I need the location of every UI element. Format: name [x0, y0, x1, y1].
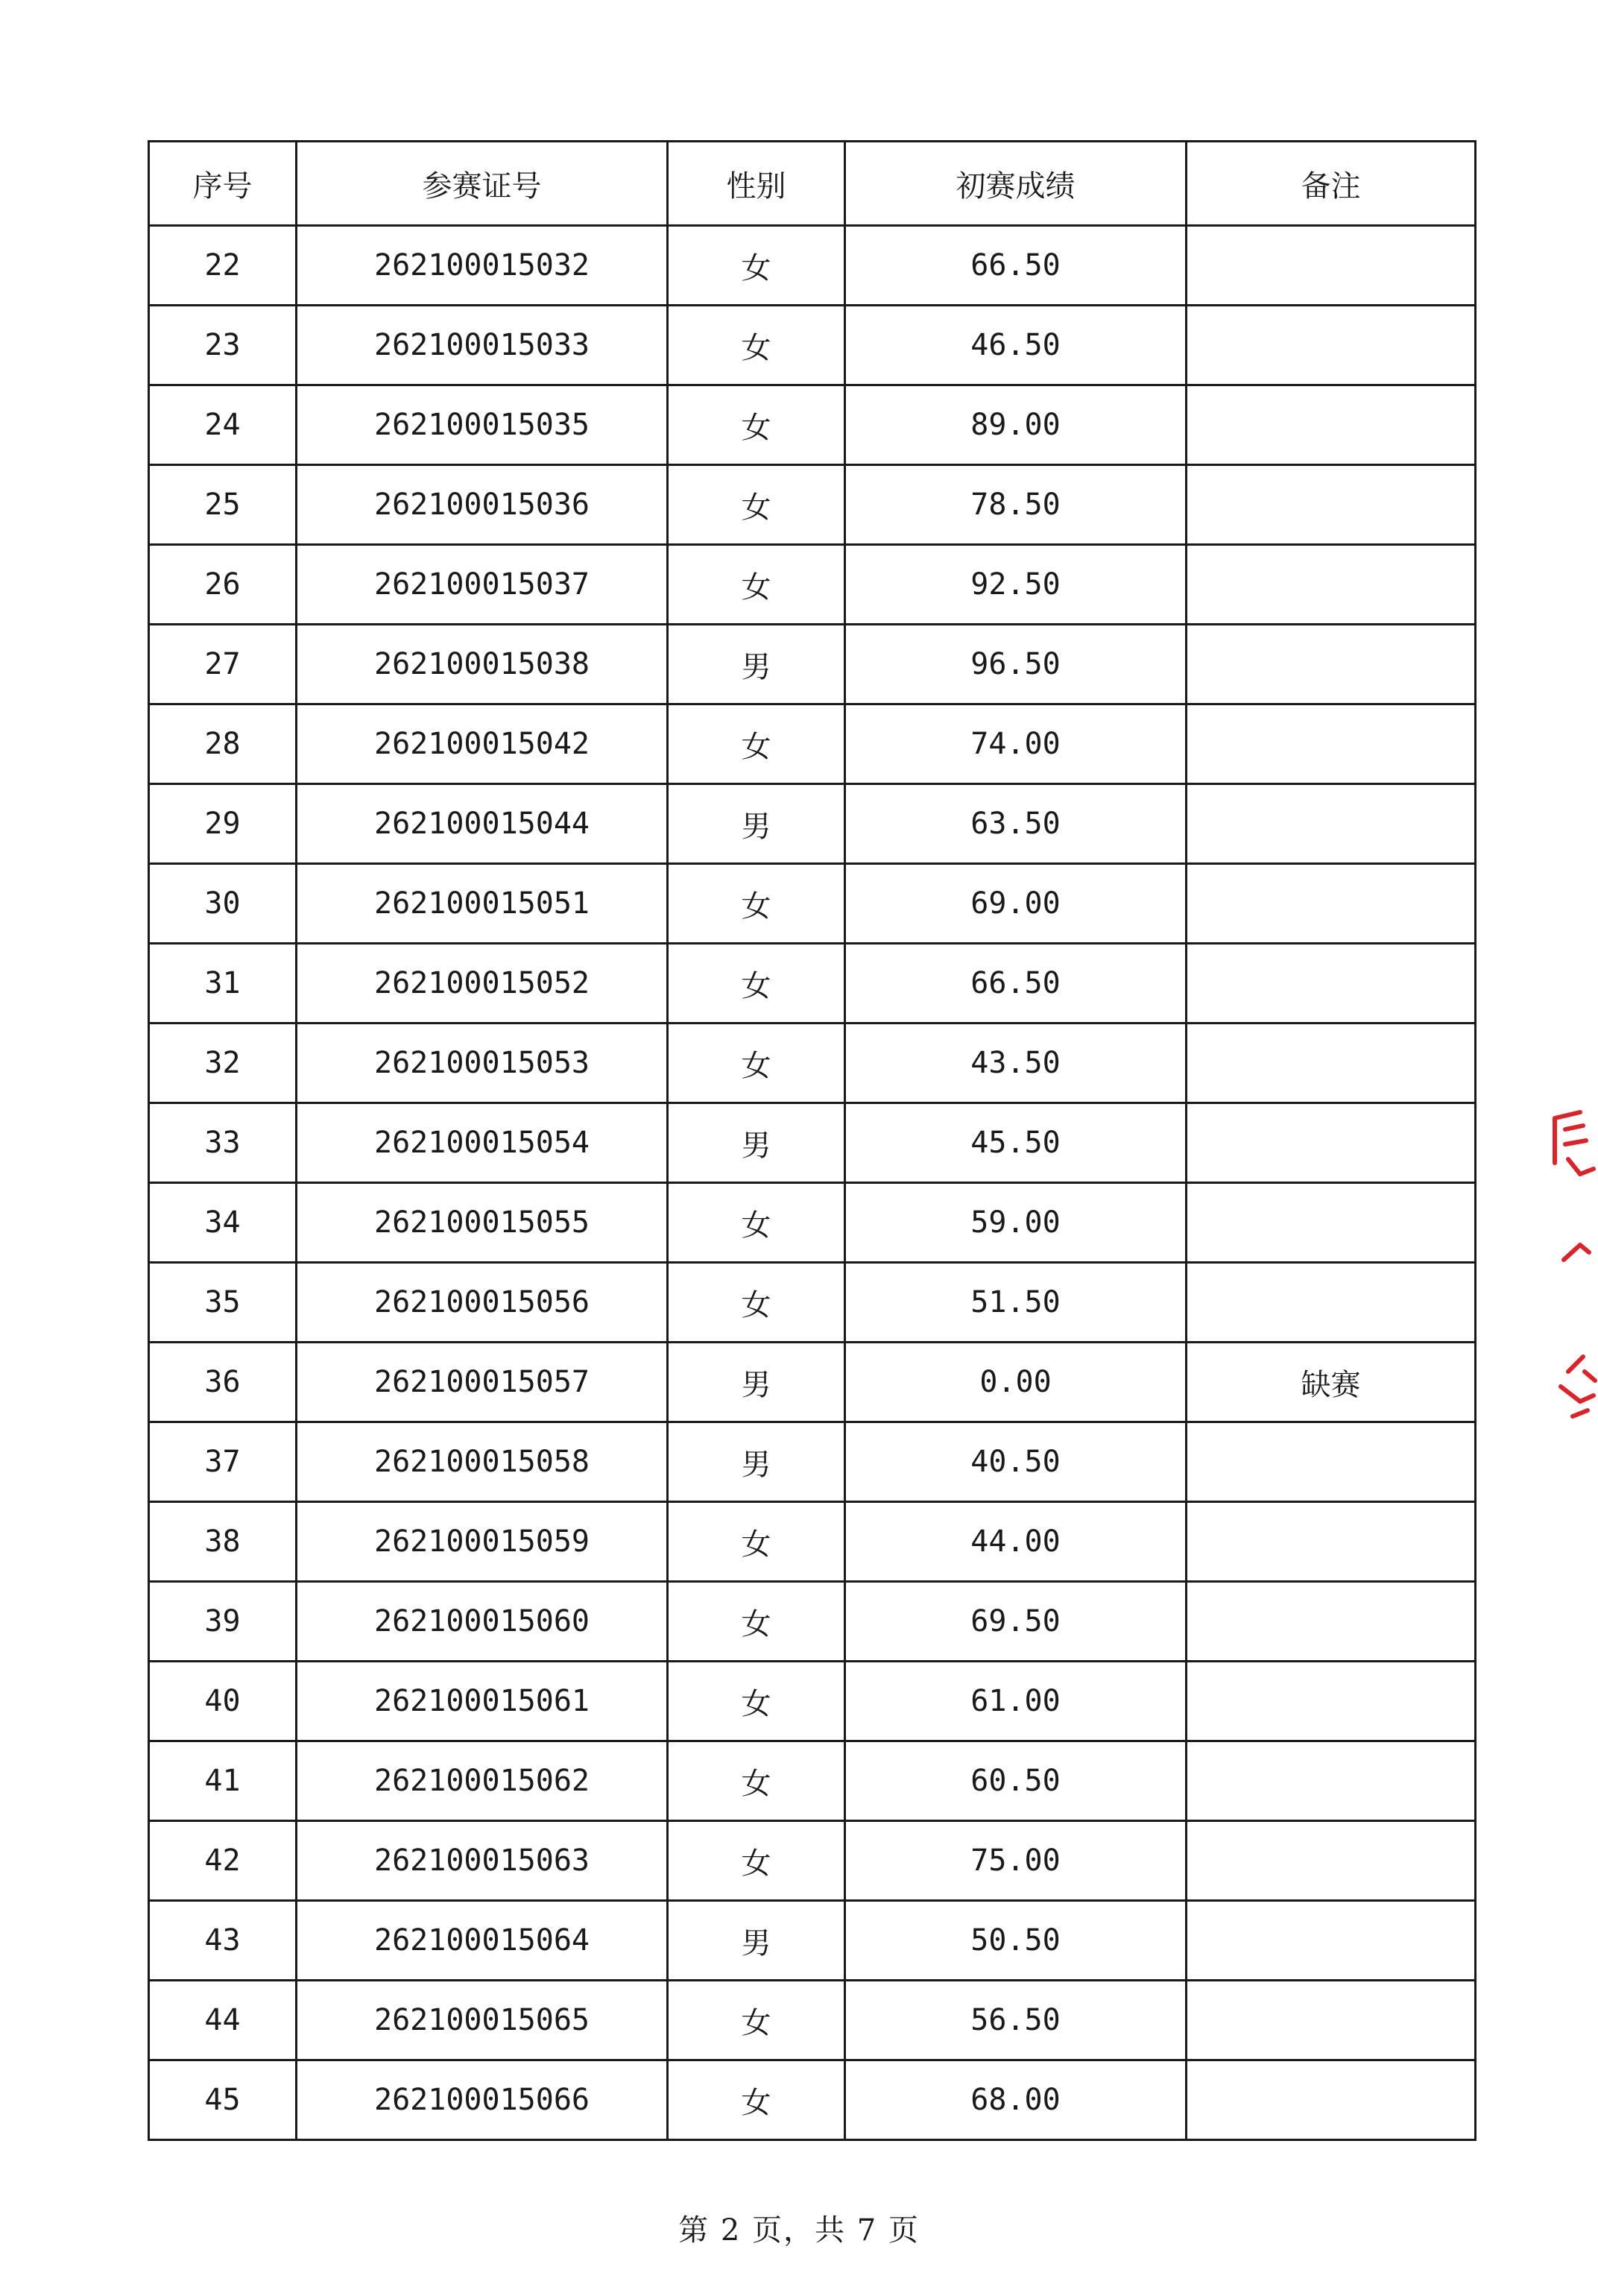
row-entry-id-cell: 262100015060: [297, 1582, 668, 1662]
row-remark-cell: [1187, 944, 1476, 1024]
row-score-cell: 69.00: [845, 864, 1187, 944]
table-row: [149, 1901, 1476, 1981]
table-row: [149, 1502, 1476, 1582]
row-index-cell: 39: [149, 1582, 297, 1662]
row-score-cell: 89.00: [845, 385, 1187, 465]
row-entry-id-cell: 262100015038: [297, 625, 668, 704]
row-remark-cell: [1187, 1183, 1476, 1263]
row-entry-id-cell: 262100015064: [297, 1901, 668, 1981]
row-remark-cell: [1187, 385, 1476, 465]
row-index-cell: 35: [149, 1263, 297, 1343]
row-remark-cell: [1187, 465, 1476, 545]
table-row: [149, 864, 1476, 944]
row-index-cell: 33: [149, 1103, 297, 1183]
row-gender-cell: 女: [668, 2060, 845, 2140]
row-gender-cell: 女: [668, 944, 845, 1024]
row-score-cell: 68.00: [845, 2060, 1187, 2140]
row-index-cell: 43: [149, 1901, 297, 1981]
row-index-cell: 30: [149, 864, 297, 944]
row-score-cell: 69.50: [845, 1582, 1187, 1662]
row-gender-cell: 男: [668, 1103, 845, 1183]
row-score-cell: 66.50: [845, 226, 1187, 306]
row-remark-cell: [1187, 1422, 1476, 1502]
table-header-row: [149, 142, 1476, 226]
row-index-cell: 24: [149, 385, 297, 465]
table-row: [149, 385, 1476, 465]
row-score-cell: 63.50: [845, 784, 1187, 864]
row-remark-cell: [1187, 1901, 1476, 1981]
row-index-cell: 32: [149, 1024, 297, 1103]
row-gender-cell: 女: [668, 1263, 845, 1343]
row-entry-id-cell: 262100015036: [297, 465, 668, 545]
row-score-cell: 46.50: [845, 306, 1187, 385]
row-remark-cell: [1187, 226, 1476, 306]
row-entry-id-cell: 262100015044: [297, 784, 668, 864]
table-row: [149, 2060, 1476, 2140]
row-index-cell: 23: [149, 306, 297, 385]
row-index-cell: 22: [149, 226, 297, 306]
table-row: [149, 226, 1476, 306]
table-row: [149, 1263, 1476, 1343]
red-seal-stamp: [1550, 1103, 1598, 1446]
row-entry-id-cell: 262100015066: [297, 2060, 668, 2140]
row-index-cell: 36: [149, 1343, 297, 1422]
row-gender-cell: 女: [668, 1024, 845, 1103]
row-remark-cell: [1187, 625, 1476, 704]
row-gender-cell: 男: [668, 625, 845, 704]
row-remark-cell: [1187, 1103, 1476, 1183]
row-entry-id-cell: 262100015033: [297, 306, 668, 385]
row-remark-cell: 缺赛: [1187, 1343, 1476, 1422]
row-gender-cell: 女: [668, 1502, 845, 1582]
row-score-cell: 50.50: [845, 1901, 1187, 1981]
row-gender-cell: 女: [668, 704, 845, 784]
row-remark-cell: [1187, 1981, 1476, 2060]
row-index-cell: 38: [149, 1502, 297, 1582]
row-score-cell: 45.50: [845, 1103, 1187, 1183]
row-entry-id-cell: 262100015063: [297, 1821, 668, 1901]
row-remark-cell: [1187, 2060, 1476, 2140]
row-score-cell: 61.00: [845, 1662, 1187, 1741]
row-index-cell: 40: [149, 1662, 297, 1741]
row-index-cell: 28: [149, 704, 297, 784]
table-body: [149, 226, 1476, 2140]
row-index-cell: 27: [149, 625, 297, 704]
row-score-cell: 44.00: [845, 1502, 1187, 1582]
row-remark-cell: [1187, 784, 1476, 864]
row-index-cell: 42: [149, 1821, 297, 1901]
row-entry-id-cell: 262100015058: [297, 1422, 668, 1502]
row-remark-cell: [1187, 545, 1476, 625]
header-index: 序号: [149, 142, 297, 226]
row-index-cell: 29: [149, 784, 297, 864]
row-score-cell: 59.00: [845, 1183, 1187, 1263]
row-index-cell: 37: [149, 1422, 297, 1502]
row-entry-id-cell: 262100015042: [297, 704, 668, 784]
table-row: [149, 465, 1476, 545]
table-row: [149, 784, 1476, 864]
row-gender-cell: 男: [668, 1422, 845, 1502]
row-remark-cell: [1187, 306, 1476, 385]
row-index-cell: 41: [149, 1741, 297, 1821]
row-index-cell: 26: [149, 545, 297, 625]
table-row: [149, 545, 1476, 625]
table-row: [149, 704, 1476, 784]
table-row: [149, 1821, 1476, 1901]
row-entry-id-cell: 262100015051: [297, 864, 668, 944]
row-entry-id-cell: 262100015055: [297, 1183, 668, 1263]
row-entry-id-cell: 262100015061: [297, 1662, 668, 1741]
row-remark-cell: [1187, 864, 1476, 944]
row-gender-cell: 女: [668, 385, 845, 465]
table-row: [149, 1024, 1476, 1103]
row-gender-cell: 女: [668, 1981, 845, 2060]
table-row: [149, 625, 1476, 704]
header-score: 初赛成绩: [845, 142, 1187, 226]
row-entry-id-cell: 262100015057: [297, 1343, 668, 1422]
row-score-cell: 60.50: [845, 1741, 1187, 1821]
row-score-cell: 75.00: [845, 1821, 1187, 1901]
row-score-cell: 56.50: [845, 1981, 1187, 2060]
row-entry-id-cell: 262100015037: [297, 545, 668, 625]
row-remark-cell: [1187, 1024, 1476, 1103]
row-score-cell: 92.50: [845, 545, 1187, 625]
row-index-cell: 31: [149, 944, 297, 1024]
row-remark-cell: [1187, 1263, 1476, 1343]
table-row: [149, 1422, 1476, 1502]
row-gender-cell: 男: [668, 784, 845, 864]
row-entry-id-cell: 262100015035: [297, 385, 668, 465]
row-gender-cell: 女: [668, 1662, 845, 1741]
header-remark: 备注: [1187, 142, 1476, 226]
row-gender-cell: 女: [668, 864, 845, 944]
header-entry-id: 参赛证号: [297, 142, 668, 226]
header-gender: 性别: [668, 142, 845, 226]
row-gender-cell: 女: [668, 1821, 845, 1901]
row-index-cell: 44: [149, 1981, 297, 2060]
row-entry-id-cell: 262100015052: [297, 944, 668, 1024]
row-remark-cell: [1187, 1502, 1476, 1582]
row-entry-id-cell: 262100015054: [297, 1103, 668, 1183]
row-gender-cell: 女: [668, 306, 845, 385]
row-score-cell: 0.00: [845, 1343, 1187, 1422]
table-row: [149, 1662, 1476, 1741]
row-score-cell: 74.00: [845, 704, 1187, 784]
row-gender-cell: 女: [668, 1183, 845, 1263]
table-row: [149, 1741, 1476, 1821]
table-row: [149, 1981, 1476, 2060]
table-row: [149, 1582, 1476, 1662]
table-row: [149, 1103, 1476, 1183]
row-score-cell: 78.50: [845, 465, 1187, 545]
row-remark-cell: [1187, 1662, 1476, 1741]
table-row: [149, 306, 1476, 385]
table-row: [149, 1343, 1476, 1422]
row-entry-id-cell: 262100015053: [297, 1024, 668, 1103]
row-remark-cell: [1187, 1821, 1476, 1901]
row-remark-cell: [1187, 1582, 1476, 1662]
row-score-cell: 40.50: [845, 1422, 1187, 1502]
row-entry-id-cell: 262100015065: [297, 1981, 668, 2060]
row-score-cell: 96.50: [845, 625, 1187, 704]
row-gender-cell: 女: [668, 1741, 845, 1821]
row-entry-id-cell: 262100015062: [297, 1741, 668, 1821]
page-indicator: 第 2 页，共 7 页: [678, 2213, 920, 2248]
row-gender-cell: 男: [668, 1901, 845, 1981]
table-row: [149, 1183, 1476, 1263]
row-gender-cell: 女: [668, 1582, 845, 1662]
row-entry-id-cell: 262100015059: [297, 1502, 668, 1582]
row-gender-cell: 男: [668, 1343, 845, 1422]
row-score-cell: 51.50: [845, 1263, 1187, 1343]
row-score-cell: 66.50: [845, 944, 1187, 1024]
row-score-cell: 43.50: [845, 1024, 1187, 1103]
row-index-cell: 45: [149, 2060, 297, 2140]
row-remark-cell: [1187, 1741, 1476, 1821]
row-remark-cell: [1187, 704, 1476, 784]
row-entry-id-cell: 262100015056: [297, 1263, 668, 1343]
row-gender-cell: 女: [668, 465, 845, 545]
table-row: [149, 944, 1476, 1024]
row-index-cell: 25: [149, 465, 297, 545]
row-index-cell: 34: [149, 1183, 297, 1263]
row-entry-id-cell: 262100015032: [297, 226, 668, 306]
row-gender-cell: 女: [668, 226, 845, 306]
row-gender-cell: 女: [668, 545, 845, 625]
score-table: [148, 140, 1477, 2141]
